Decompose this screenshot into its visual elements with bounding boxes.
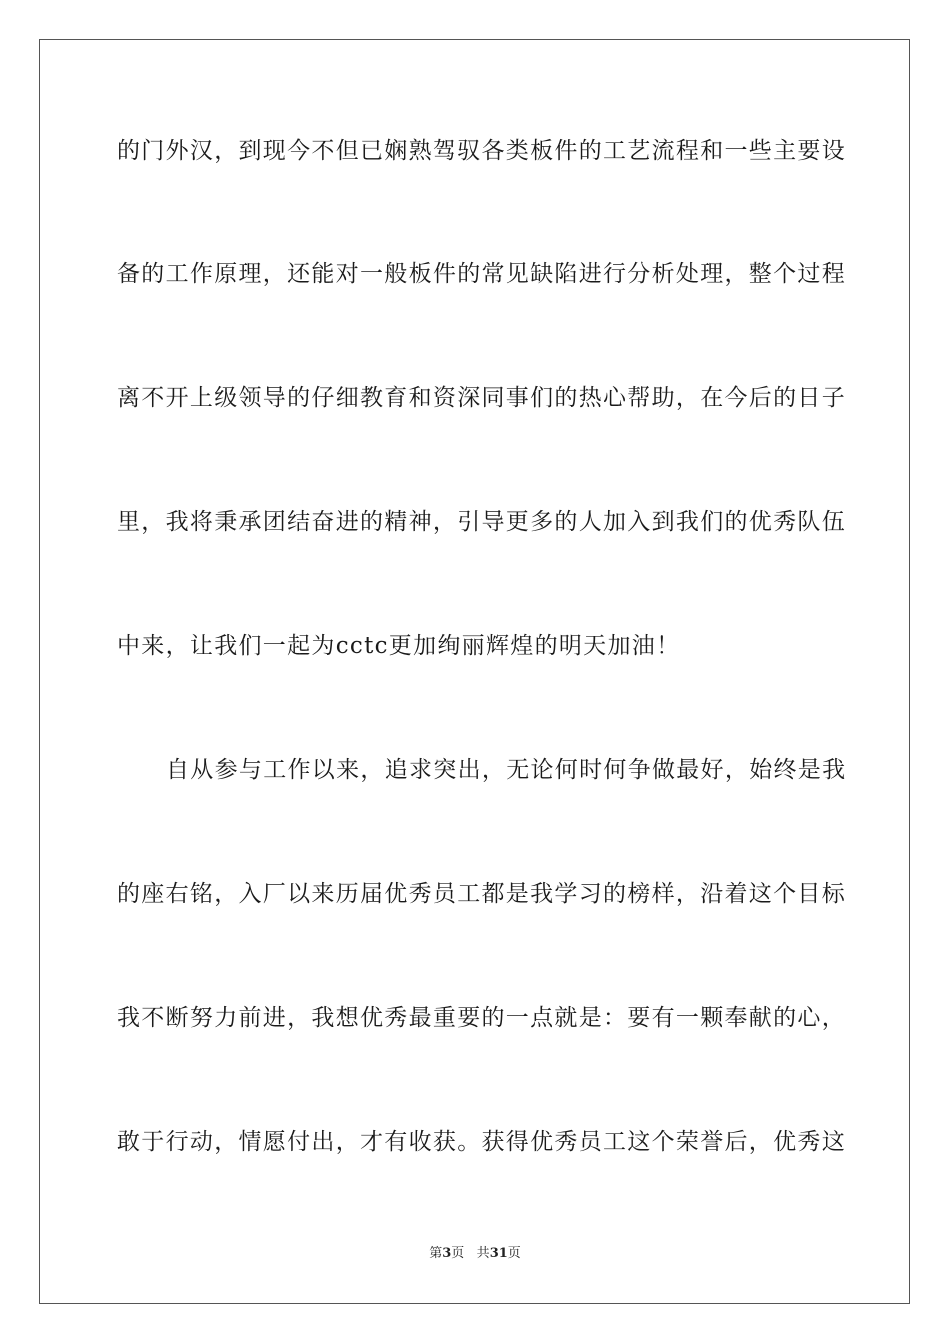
total-pages: 31	[489, 1246, 508, 1261]
paragraph-line: 的座右铭，入厂以来历届优秀员工都是我学习的榜样，沿着这个目标	[117, 881, 846, 907]
paragraph-line: 里，我将秉承团结奋进的精神，引导更多的人加入到我们的优秀队伍	[117, 509, 846, 535]
paragraph-line-last: 中来，让我们一起为cctc更加绚丽辉煌的明天加油！	[117, 633, 681, 659]
total-prefix: 共	[476, 1246, 490, 1261]
paragraph-line: 我不断努力前进，我想优秀最重要的一点就是：要有一颗奉献的心，	[117, 1005, 846, 1031]
paragraph-line: 离不开上级领导的仔细教育和资深同事们的热心帮助，在今后的日子	[117, 385, 846, 411]
page-number: 3	[442, 1246, 452, 1261]
page-footer	[0, 1246, 950, 1262]
page-prefix: 第	[429, 1246, 443, 1261]
paragraph-line: 备的工作原理，还能对一般板件的常见缺陷进行分析处理，整个过程	[117, 261, 846, 287]
paragraph-line: 的门外汉，到现今不但已娴熟驾驭各类板件的工艺流程和一些主要设	[117, 138, 846, 164]
page-suffix: 页	[451, 1246, 465, 1261]
page-border	[39, 39, 910, 1304]
paragraph-first-line: 自从参与工作以来，追求突出，无论何时何争做最好，始终是我	[166, 757, 847, 783]
total-suffix: 页	[507, 1246, 521, 1261]
paragraph-line: 敢于行动，情愿付出，才有收获。获得优秀员工这个荣誉后，优秀这	[117, 1129, 846, 1155]
